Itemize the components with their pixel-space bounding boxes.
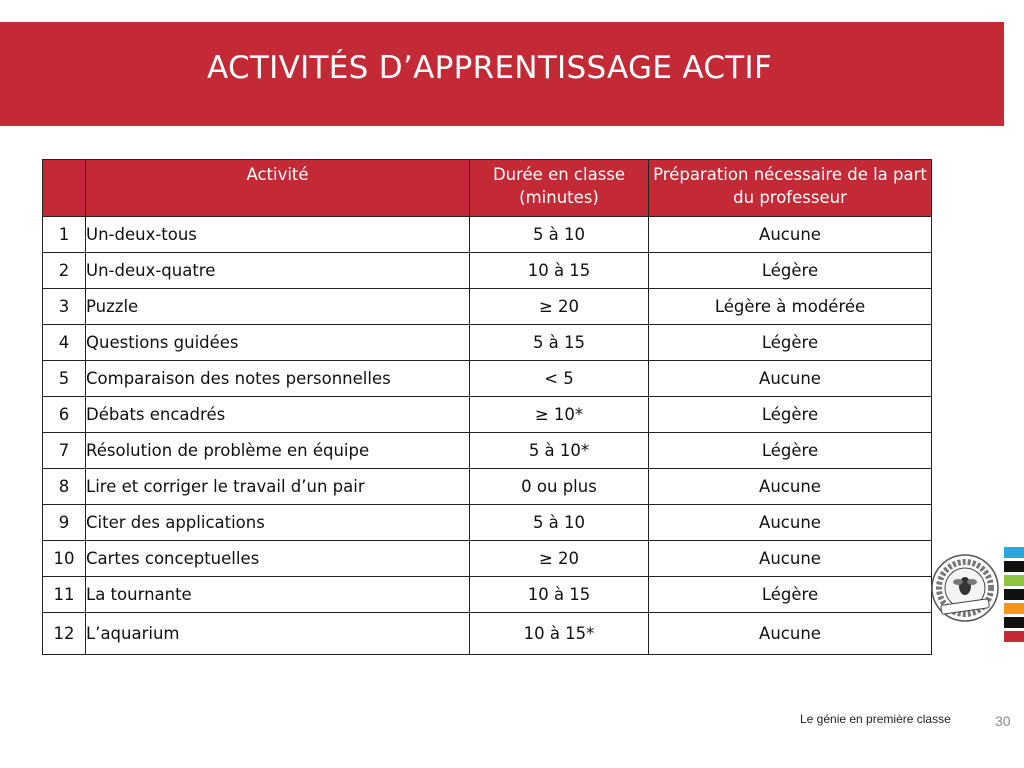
row-number: 8 (43, 469, 86, 505)
row-number: 1 (43, 217, 86, 253)
institution-seal-icon (929, 552, 1001, 624)
slide-title: ACTIVITÉS D’APPRENTISSAGE ACTIF (207, 50, 773, 86)
table-row (43, 613, 932, 655)
activity-name: Débats encadrés (86, 397, 470, 433)
preparation-cell: Aucune (649, 361, 932, 397)
color-strip (1004, 547, 1024, 558)
color-strip (1004, 561, 1024, 572)
row-number: 5 (43, 361, 86, 397)
preparation-cell: Légère (649, 577, 932, 613)
activity-name: Puzzle (86, 289, 470, 325)
duration-cell: 5 à 15 (470, 325, 649, 361)
table-row (43, 541, 932, 577)
activity-name: Lire et corriger le travail d’un pair (86, 469, 470, 505)
duration-cell: ≥ 20 (470, 541, 649, 577)
color-strip (1004, 631, 1024, 642)
table-row (43, 361, 932, 397)
duration-cell: 5 à 10* (470, 433, 649, 469)
row-number: 2 (43, 253, 86, 289)
table-row (43, 325, 932, 361)
page-number: 30 (995, 713, 1011, 729)
table-row (43, 505, 932, 541)
row-number: 11 (43, 577, 86, 613)
preparation-cell: Légère (649, 325, 932, 361)
header-number (43, 160, 86, 217)
activity-name: Résolution de problème en équipe (86, 433, 470, 469)
table-row (43, 577, 932, 613)
preparation-cell: Aucune (649, 217, 932, 253)
activity-name: Cartes conceptuelles (86, 541, 470, 577)
duration-cell: ≥ 20 (470, 289, 649, 325)
activity-name: Un-deux-tous (86, 217, 470, 253)
footer-text: Le génie en première classe (800, 712, 951, 726)
duration-cell: 10 à 15 (470, 577, 649, 613)
color-strip (1004, 575, 1024, 586)
preparation-cell: Aucune (649, 469, 932, 505)
activity-name: L’aquarium (86, 613, 470, 655)
preparation-cell: Aucune (649, 505, 932, 541)
row-number: 7 (43, 433, 86, 469)
table-row (43, 217, 932, 253)
color-strips (1004, 547, 1024, 645)
activities-table (42, 159, 932, 655)
activity-name: Comparaison des notes personnelles (86, 361, 470, 397)
activity-name: Citer des applications (86, 505, 470, 541)
duration-cell: < 5 (470, 361, 649, 397)
header-preparation: Préparation nécessaire de la part du professeur (649, 160, 932, 217)
table-header-row (43, 160, 932, 217)
row-number: 4 (43, 325, 86, 361)
table-row (43, 469, 932, 505)
header-activity: Activité (86, 160, 470, 217)
color-strip (1004, 589, 1024, 600)
duration-cell: 10 à 15 (470, 253, 649, 289)
duration-cell: 0 ou plus (470, 469, 649, 505)
activity-name: La tournante (86, 577, 470, 613)
row-number: 10 (43, 541, 86, 577)
table-row (43, 433, 932, 469)
row-number: 6 (43, 397, 86, 433)
activity-name: Un-deux-quatre (86, 253, 470, 289)
row-number: 9 (43, 505, 86, 541)
preparation-cell: Légère (649, 433, 932, 469)
header-duration: Durée en classe (minutes) (470, 160, 649, 217)
preparation-cell: Aucune (649, 613, 932, 655)
table-row (43, 253, 932, 289)
duration-cell: 5 à 10 (470, 505, 649, 541)
duration-cell: ≥ 10* (470, 397, 649, 433)
preparation-cell: Légère (649, 253, 932, 289)
color-strip (1004, 617, 1024, 628)
row-number: 12 (43, 613, 86, 655)
color-strip (1004, 603, 1024, 614)
duration-cell: 5 à 10 (470, 217, 649, 253)
preparation-cell: Légère à modérée (649, 289, 932, 325)
activity-name: Questions guidées (86, 325, 470, 361)
preparation-cell: Légère (649, 397, 932, 433)
row-number: 3 (43, 289, 86, 325)
duration-cell: 10 à 15* (470, 613, 649, 655)
table-row (43, 289, 932, 325)
table-row (43, 397, 932, 433)
preparation-cell: Aucune (649, 541, 932, 577)
